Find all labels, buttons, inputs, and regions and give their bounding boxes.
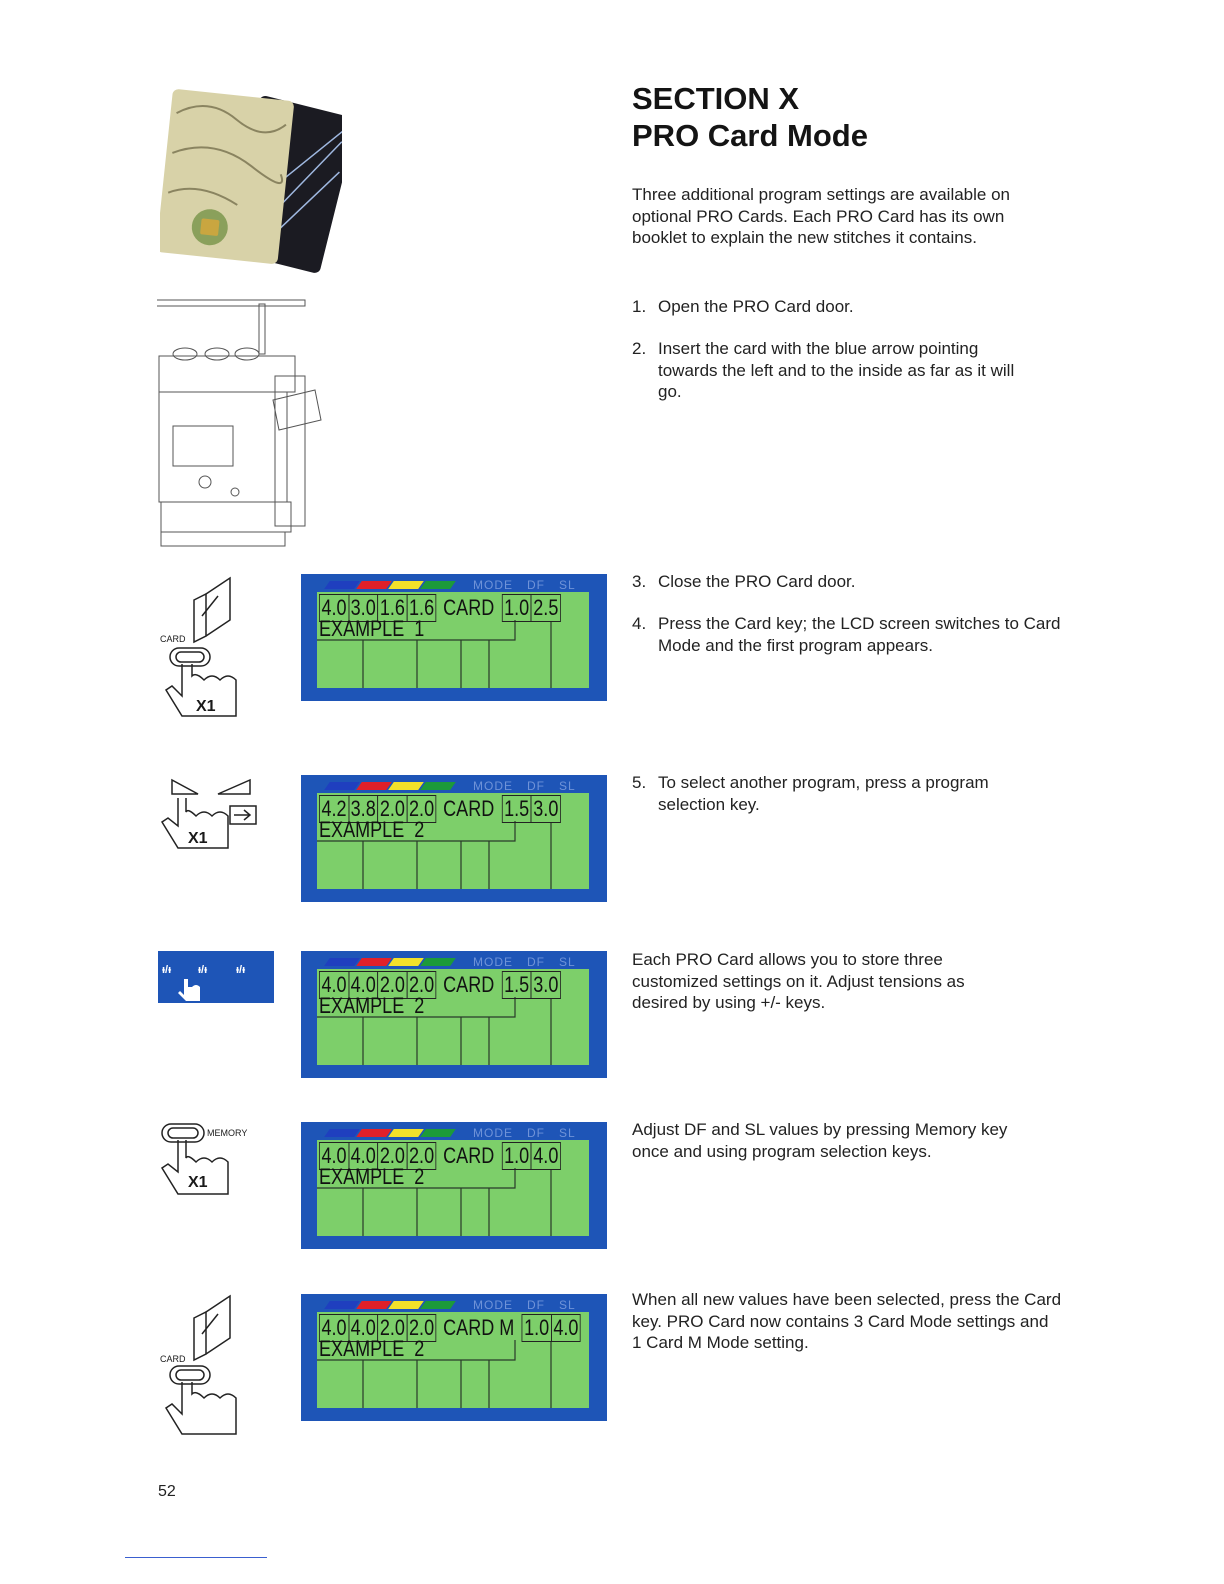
footer-rule bbox=[125, 1557, 267, 1558]
memory-key-label: MEMORY bbox=[207, 1128, 248, 1138]
lcd-color-segment bbox=[324, 581, 360, 589]
lcd-color-segment bbox=[356, 581, 392, 589]
step-text: Press the Card key; the LCD screen switches to Card Mode and the first program appears. bbox=[658, 614, 1061, 655]
lcd-header-sl: SL bbox=[559, 955, 576, 969]
lcd-mode-value: CARD bbox=[443, 595, 495, 620]
press-count: X1 bbox=[196, 698, 216, 715]
lcd-header-df: DF bbox=[527, 1126, 545, 1140]
lcd-tension-value: 3.0 bbox=[348, 594, 378, 622]
lcd-df-value: 1.5 bbox=[502, 795, 532, 823]
machine-illustration bbox=[155, 296, 325, 552]
card-key-press-icon bbox=[158, 576, 248, 726]
press-count: X1 bbox=[188, 830, 208, 847]
lcd-header-sl: SL bbox=[559, 578, 576, 592]
lcd-header-mode: MODE bbox=[473, 578, 513, 592]
lcd-screen bbox=[317, 592, 589, 688]
lcd-display bbox=[301, 951, 607, 1078]
lcd-header bbox=[473, 1126, 590, 1140]
lcd-program-name: EXAMPLE 2 bbox=[319, 1336, 425, 1361]
lcd-color-segment bbox=[388, 782, 424, 790]
section-title: PRO Card Mode bbox=[632, 118, 868, 153]
lcd-header-sl: SL bbox=[559, 779, 576, 793]
lcd-header bbox=[473, 1298, 590, 1312]
lcd-color-segment bbox=[388, 958, 424, 966]
press-count: X1 bbox=[188, 1174, 208, 1191]
note-custom-settings: Each PRO Card allows you to store three customized settings on it. Adjust tensions as desired by using +/- keys. bbox=[632, 950, 965, 1012]
lcd-header-mode: MODE bbox=[473, 1126, 513, 1140]
lcd-color-bar bbox=[327, 1301, 453, 1309]
step-number: 3. bbox=[632, 572, 647, 591]
lcd-tension-value: 2.0 bbox=[377, 1142, 407, 1170]
lcd-tension-value: 4.0 bbox=[319, 1142, 349, 1170]
lcd-tension-value: 1.6 bbox=[377, 594, 407, 622]
program-selection-key-icon bbox=[158, 776, 258, 856]
lcd-tension-value: 2.0 bbox=[407, 1142, 437, 1170]
step-5 bbox=[632, 772, 1042, 815]
intro-paragraph: Three additional program settings are available on optional PRO Cards. Each PRO Card has its own booklet to explain the new stitches it contains. bbox=[632, 185, 1011, 247]
step-number: 4. bbox=[632, 614, 647, 633]
lcd-color-bar bbox=[327, 782, 453, 790]
lcd-color-segment bbox=[420, 1129, 456, 1137]
lcd-header bbox=[473, 779, 590, 793]
lcd-color-segment bbox=[324, 1301, 360, 1309]
lcd-mode-value: CARD bbox=[443, 1143, 495, 1168]
lcd-header-mode: MODE bbox=[473, 779, 513, 793]
lcd-header-sl: SL bbox=[559, 1126, 576, 1140]
lcd-sl-value: 4.0 bbox=[531, 1142, 561, 1170]
step-3 bbox=[632, 571, 1052, 593]
step-number: 1. bbox=[632, 297, 647, 316]
lcd-screen bbox=[317, 1312, 589, 1408]
lcd-color-bar bbox=[327, 1129, 453, 1137]
lcd-df-value: 1.5 bbox=[502, 971, 532, 999]
lcd-header-df: DF bbox=[527, 578, 545, 592]
lcd-color-segment bbox=[388, 1129, 424, 1137]
lcd-sl-value: 4.0 bbox=[551, 1314, 581, 1342]
lcd-mode-value: CARD bbox=[443, 972, 495, 997]
lcd-color-segment bbox=[356, 1301, 392, 1309]
lcd-screen bbox=[317, 969, 589, 1065]
lcd-tension-value: 2.0 bbox=[407, 795, 437, 823]
lcd-header-mode: MODE bbox=[473, 1298, 513, 1312]
lcd-color-segment bbox=[420, 1301, 456, 1309]
lcd-color-segment bbox=[356, 958, 392, 966]
step-4 bbox=[632, 613, 1062, 656]
lcd-color-segment bbox=[324, 782, 360, 790]
step-number: 5. bbox=[632, 773, 647, 792]
lcd-color-bar bbox=[327, 958, 453, 966]
lcd-tension-value: 4.2 bbox=[319, 795, 349, 823]
lcd-sl-value: 3.0 bbox=[531, 971, 561, 999]
page-number: 52 bbox=[158, 1483, 176, 1500]
lcd-color-segment bbox=[356, 782, 392, 790]
memory-key-press-icon bbox=[158, 1122, 258, 1202]
lcd-tension-value: 2.0 bbox=[407, 1314, 437, 1342]
lcd-color-segment bbox=[388, 1301, 424, 1309]
lcd-tension-value: 4.0 bbox=[348, 1314, 378, 1342]
pro-card-photo bbox=[160, 88, 342, 274]
lcd-program-name: EXAMPLE 2 bbox=[319, 1164, 425, 1189]
lcd-header bbox=[473, 955, 590, 969]
lcd-header-df: DF bbox=[527, 1298, 545, 1312]
tension-keys-icon bbox=[158, 951, 274, 1003]
card-key-label: CARD bbox=[160, 634, 186, 644]
lcd-df-value: 1.0 bbox=[502, 594, 532, 622]
svg-text:ᵻ/ᵻ: ᵻ/ᵻ bbox=[162, 964, 172, 976]
lcd-tension-value: 4.0 bbox=[319, 971, 349, 999]
lcd-program-name: EXAMPLE 2 bbox=[319, 817, 425, 842]
note-memory-key: Adjust DF and SL values by pressing Memory key once and using program selection keys. bbox=[632, 1120, 1008, 1161]
step-2 bbox=[632, 338, 1042, 403]
lcd-color-segment bbox=[388, 581, 424, 589]
lcd-color-segment bbox=[420, 581, 456, 589]
lcd-sl-value: 3.0 bbox=[531, 795, 561, 823]
svg-text:ᵻ/ᵻ: ᵻ/ᵻ bbox=[198, 964, 208, 976]
step-text: Open the PRO Card door. bbox=[658, 297, 854, 316]
lcd-color-segment bbox=[324, 958, 360, 966]
lcd-tension-value: 2.0 bbox=[407, 971, 437, 999]
lcd-tension-value: 2.0 bbox=[377, 971, 407, 999]
lcd-df-value: 1.0 bbox=[502, 1142, 532, 1170]
lcd-screen bbox=[317, 1140, 589, 1236]
lcd-tension-value: 4.0 bbox=[319, 594, 349, 622]
lcd-tension-value: 1.6 bbox=[407, 594, 437, 622]
lcd-display bbox=[301, 574, 607, 701]
lcd-color-segment bbox=[420, 958, 456, 966]
lcd-tension-value: 3.8 bbox=[348, 795, 378, 823]
lcd-header-df: DF bbox=[527, 779, 545, 793]
lcd-color-bar bbox=[327, 581, 453, 589]
lcd-program-name: EXAMPLE 2 bbox=[319, 993, 425, 1018]
lcd-tension-value: 2.0 bbox=[377, 795, 407, 823]
lcd-display bbox=[301, 1294, 607, 1421]
lcd-mode-value: CARD M bbox=[443, 1315, 515, 1340]
note-final: When all new values have been selected, press the Card key. PRO Card now contains 3 Card Mode settings and 1 Card M Mode setting. bbox=[632, 1290, 1062, 1352]
lcd-header-df: DF bbox=[527, 955, 545, 969]
lcd-tension-value: 2.0 bbox=[377, 1314, 407, 1342]
lcd-tension-value: 4.0 bbox=[348, 971, 378, 999]
lcd-tension-value: 4.0 bbox=[348, 1142, 378, 1170]
lcd-color-segment bbox=[420, 782, 456, 790]
card-key-label: CARD bbox=[160, 1354, 186, 1364]
page-title bbox=[632, 80, 1172, 154]
lcd-display bbox=[301, 775, 607, 902]
lcd-sl-value: 2.5 bbox=[531, 594, 561, 622]
step-text: To select another program, press a program selection key. bbox=[658, 773, 989, 814]
step-text: Close the PRO Card door. bbox=[658, 572, 856, 591]
lcd-color-segment bbox=[356, 1129, 392, 1137]
step-text: Insert the card with the blue arrow pointing towards the left and to the inside as far as it will go. bbox=[658, 339, 1015, 401]
lcd-header-mode: MODE bbox=[473, 955, 513, 969]
step-1 bbox=[632, 296, 1052, 318]
lcd-tension-value: 4.0 bbox=[319, 1314, 349, 1342]
card-key-press-icon-final bbox=[158, 1294, 248, 1444]
step-number: 2. bbox=[632, 339, 647, 358]
lcd-color-segment bbox=[324, 1129, 360, 1137]
lcd-mode-value: CARD bbox=[443, 796, 495, 821]
svg-text:ᵻ/ᵻ: ᵻ/ᵻ bbox=[236, 964, 246, 976]
lcd-program-name: EXAMPLE 1 bbox=[319, 616, 425, 641]
lcd-df-value: 1.0 bbox=[522, 1314, 552, 1342]
lcd-display bbox=[301, 1122, 607, 1249]
section-number: SECTION X bbox=[632, 81, 800, 116]
lcd-header-sl: SL bbox=[559, 1298, 576, 1312]
lcd-screen bbox=[317, 793, 589, 889]
lcd-header bbox=[473, 578, 590, 592]
